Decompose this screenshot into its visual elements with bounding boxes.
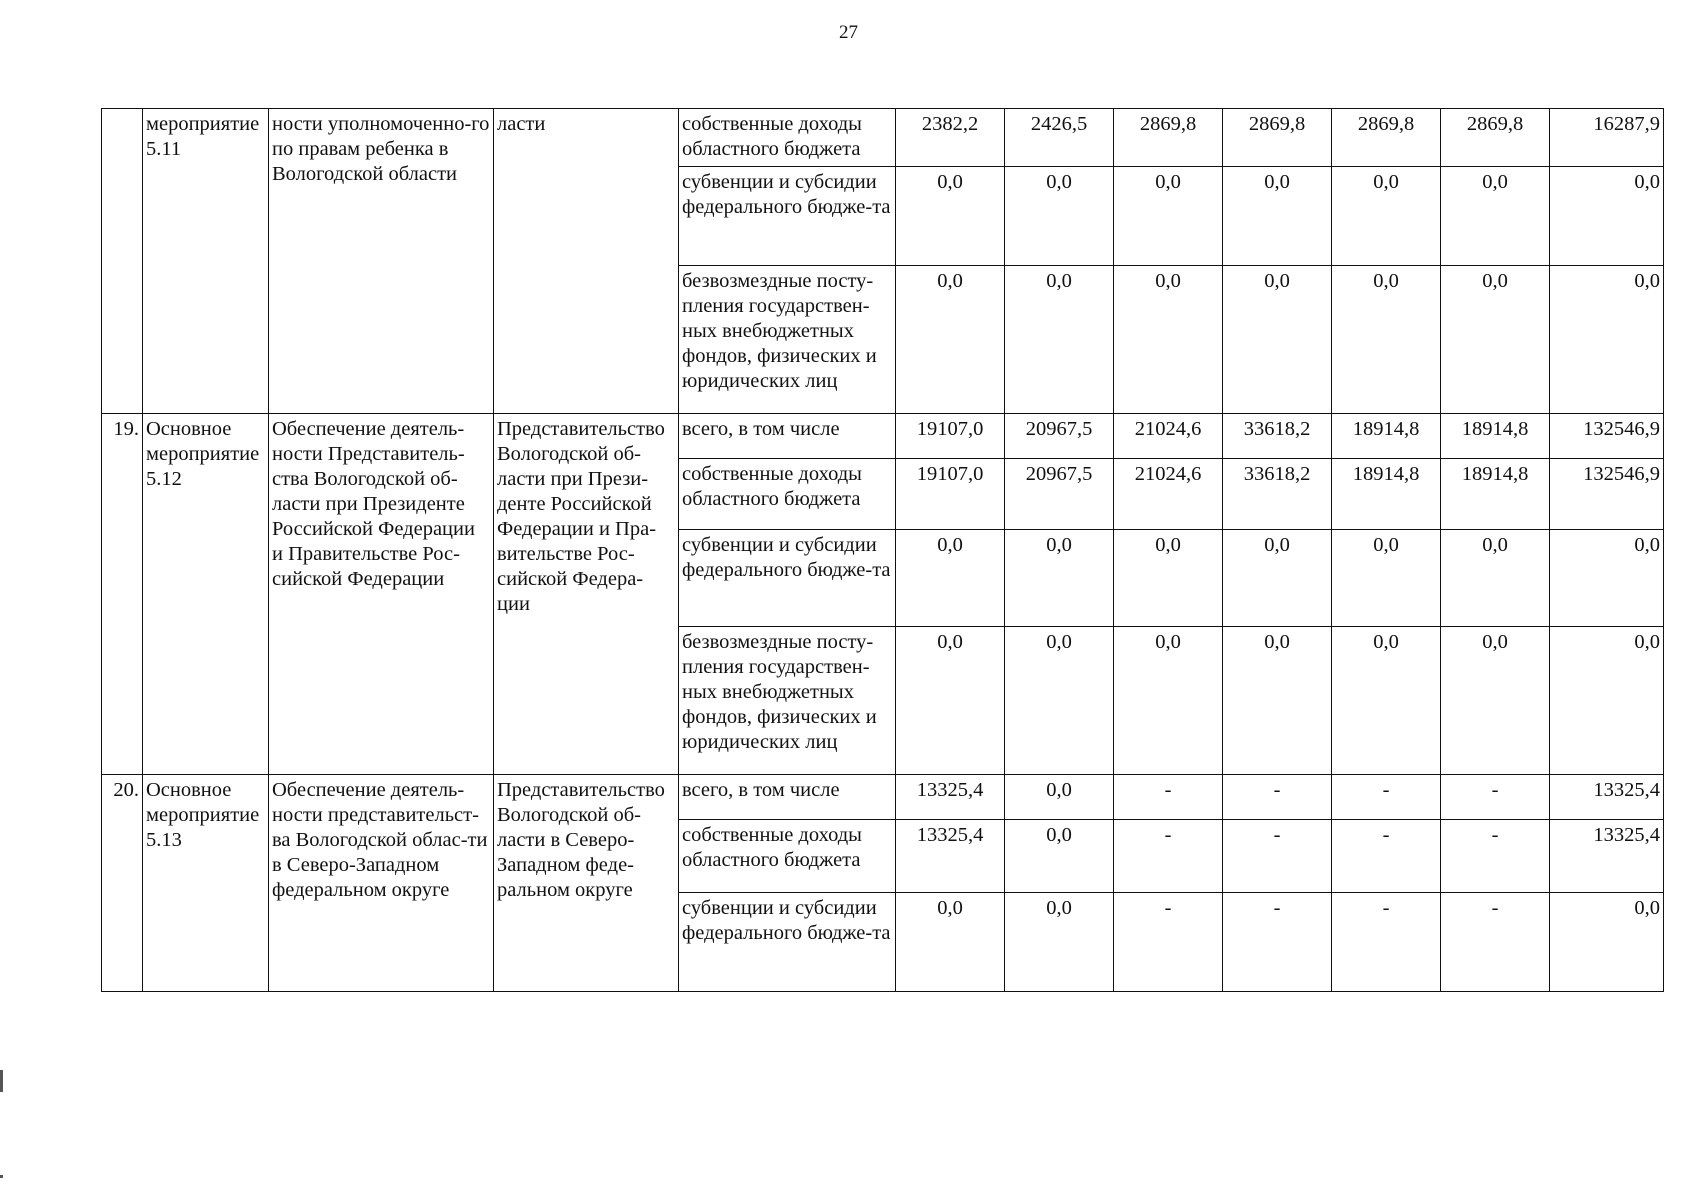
year-value-cell: 18914,8 [1332,414,1441,459]
year-value-cell: 0,0 [1223,530,1332,627]
event-name-cell: Обеспечение деятель-ности представительст-ва Вологодской облас-ти в Северо-Западном федеральном округе [269,775,494,992]
year-value-cell: 0,0 [1223,266,1332,414]
total-value-cell: 132546,9 [1550,459,1664,530]
year-value-cell: - [1223,893,1332,992]
year-value-cell: 2382,2 [896,109,1005,167]
margin-mark [0,1175,3,1178]
year-value-cell: 0,0 [1441,530,1550,627]
year-value-cell: - [1223,820,1332,893]
year-value-cell: 0,0 [1005,266,1114,414]
executor-cell: ласти [494,109,679,414]
executor-cell: Представительство Вологодской об-ласти в Северо-Западном феде-ральном округе [494,775,679,992]
year-value-cell: 0,0 [1332,530,1441,627]
funding-source-cell: субвенции и субсидии федерального бюдже-та [679,530,896,627]
year-value-cell: 0,0 [1005,893,1114,992]
year-value-cell: 19107,0 [896,414,1005,459]
funding-source-cell: всего, в том числе [679,775,896,820]
total-value-cell: 0,0 [1550,893,1664,992]
year-value-cell: 2869,8 [1114,109,1223,167]
year-value-cell: - [1332,820,1441,893]
year-value-cell: 0,0 [896,266,1005,414]
table-row [102,109,1664,167]
funding-source-cell: собственные доходы областного бюджета [679,459,896,530]
event-name-cell: ности уполномоченно-го по правам ребенка в Вологодской области [269,109,494,414]
year-value-cell: 0,0 [896,893,1005,992]
year-value-cell: 18914,8 [1441,414,1550,459]
funding-source-cell: собственные доходы областного бюджета [679,820,896,893]
year-value-cell: 33618,2 [1223,459,1332,530]
funding-source-cell: собственные доходы областного бюджета [679,109,896,167]
year-value-cell: 0,0 [1114,266,1223,414]
year-value-cell: 0,0 [1005,775,1114,820]
total-value-cell: 13325,4 [1550,775,1664,820]
funding-source-cell: всего, в том числе [679,414,896,459]
table-row [102,775,1664,820]
year-value-cell: 0,0 [1332,266,1441,414]
year-value-cell: 20967,5 [1005,459,1114,530]
total-value-cell: 0,0 [1550,167,1664,266]
funding-source-cell: безвозмездные посту-пления государствен-ных внебюджетных фондов, физических и юридических лиц [679,627,896,775]
year-value-cell: 33618,2 [1223,414,1332,459]
year-value-cell: 0,0 [1005,627,1114,775]
total-value-cell: 13325,4 [1550,820,1664,893]
year-value-cell: - [1332,775,1441,820]
year-value-cell: 0,0 [1114,530,1223,627]
funding-source-cell: субвенции и субсидии федерального бюдже-та [679,893,896,992]
year-value-cell: 0,0 [1223,627,1332,775]
year-value-cell: - [1441,893,1550,992]
year-value-cell: 0,0 [1005,167,1114,266]
year-value-cell: 0,0 [1114,627,1223,775]
event-type-cell: Основное мероприятие 5.13 [143,775,269,992]
funding-source-cell: безвозмездные посту-пления государствен-ных внебюджетных фондов, физических и юридических лиц [679,266,896,414]
year-value-cell: 2426,5 [1005,109,1114,167]
year-value-cell: - [1332,893,1441,992]
row-number-cell: 19. [102,414,143,775]
year-value-cell: 0,0 [1005,820,1114,893]
year-value-cell: 0,0 [896,530,1005,627]
year-value-cell: 0,0 [896,167,1005,266]
page-number: 27 [839,22,858,43]
year-value-cell: 18914,8 [1441,459,1550,530]
event-name-cell: Обеспечение деятель-ности Представитель-ства Вологодской об-ласти при Президенте Российской Федерации и Правительстве Рос-сийской Федерации [269,414,494,775]
year-value-cell: 18914,8 [1332,459,1441,530]
year-value-cell: - [1114,893,1223,992]
year-value-cell: 21024,6 [1114,414,1223,459]
year-value-cell: 0,0 [1332,627,1441,775]
row-number-cell: 20. [102,775,143,992]
year-value-cell: 2869,8 [1223,109,1332,167]
year-value-cell: 0,0 [1114,167,1223,266]
event-type-cell: мероприятие 5.11 [143,109,269,414]
total-value-cell: 0,0 [1550,627,1664,775]
executor-cell: Представительство Вологодской об-ласти при Прези-денте Российской Федерации и Пра-вительстве Рос-сийской Федера-ции [494,414,679,775]
year-value-cell: - [1223,775,1332,820]
row-number-cell [102,109,143,414]
year-value-cell: 0,0 [1223,167,1332,266]
year-value-cell: 0,0 [1005,530,1114,627]
year-value-cell: - [1441,820,1550,893]
year-value-cell: 13325,4 [896,775,1005,820]
total-value-cell: 0,0 [1550,530,1664,627]
year-value-cell: 0,0 [896,627,1005,775]
total-value-cell: 132546,9 [1550,414,1664,459]
year-value-cell: 13325,4 [896,820,1005,893]
year-value-cell: - [1114,775,1223,820]
year-value-cell: - [1114,820,1223,893]
year-value-cell: 19107,0 [896,459,1005,530]
year-value-cell: 2869,8 [1441,109,1550,167]
budget-table [101,108,1664,992]
year-value-cell: 0,0 [1441,627,1550,775]
year-value-cell: 20967,5 [1005,414,1114,459]
year-value-cell: 0,0 [1332,167,1441,266]
table-row [102,414,1664,459]
year-value-cell: 21024,6 [1114,459,1223,530]
total-value-cell: 16287,9 [1550,109,1664,167]
event-type-cell: Основное мероприятие 5.12 [143,414,269,775]
total-value-cell: 0,0 [1550,266,1664,414]
margin-mark [0,1070,3,1092]
year-value-cell: 0,0 [1441,167,1550,266]
year-value-cell: 0,0 [1441,266,1550,414]
funding-source-cell: субвенции и субсидии федерального бюдже-та [679,167,896,266]
year-value-cell: - [1441,775,1550,820]
year-value-cell: 2869,8 [1332,109,1441,167]
